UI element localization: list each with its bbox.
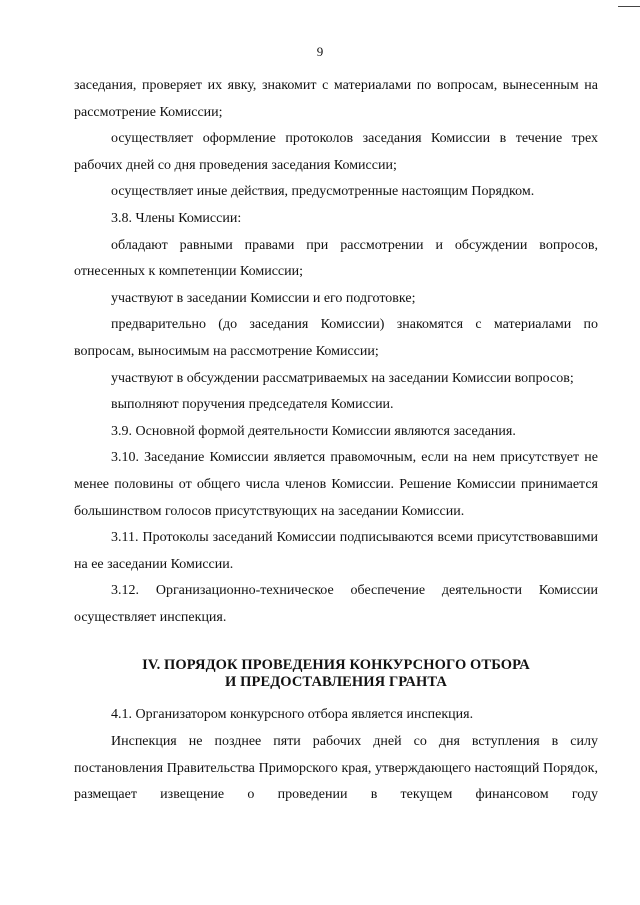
paragraph: 4.1. Организатором конкурсного отбора является инспекция. (111, 707, 474, 723)
section-heading-line-1: IV. ПОРЯДОК ПРОВЕДЕНИЯ КОНКУРСНОГО ОТБОРА (142, 657, 530, 674)
paragraph: осуществляет иные действия, предусмотренные настоящим Порядком. (111, 184, 535, 200)
page-edge-mark (618, 6, 640, 7)
paragraph: 3.8. Члены Комиссии: (111, 210, 242, 226)
section-heading-line-2: И ПРЕДОСТАВЛЕНИЯ ГРАНТА (225, 674, 447, 691)
paragraph: 3.12. Организационно-техническое обеспечение деятельности Комиссии осуществляет инспекция. (74, 583, 598, 625)
paragraph: выполняют поручения председателя Комиссии. (111, 397, 394, 413)
paragraph: Инспекция не позднее пяти рабочих дней со дня вступления в силу постановления Правительства Приморского края, утверждающего настоящий Порядок, размещает извещение о проведении в текущем финансовом году (74, 734, 598, 803)
paragraphs-after-heading (74, 702, 598, 808)
paragraph: заседания, проверяет их явку, знакомит с материалами по вопросам, вынесенным на рассмотрение Комиссии; (74, 78, 598, 120)
document-body (74, 73, 598, 809)
paragraph: участвуют в обсуждении рассматриваемых на заседании Комиссии вопросов; (111, 370, 574, 386)
paragraph: 3.11. Протоколы заседаний Комиссии подписываются всеми присутствовавшими на ее заседании Комиссии. (74, 530, 598, 572)
paragraph: участвуют в заседании Комиссии и его подготовке; (111, 290, 416, 306)
paragraphs-before-heading (74, 73, 598, 631)
paragraph: 3.10. Заседание Комиссии является правомочным, если на нем присутствует не менее половины от общего числа членов Комиссии. Решение Комиссии принимается большинством голосов присутствующих на заседании Комиссии. (74, 450, 598, 519)
paragraph: предварительно (до заседания Комиссии) знакомятся с материалами по вопросам, выносимым на рассмотрение Комиссии; (74, 317, 598, 359)
paragraph: 3.9. Основной формой деятельности Комиссии являются заседания. (111, 423, 516, 439)
page-number: 9 (316, 44, 324, 59)
paragraph: осуществляет оформление протоколов заседания Комиссии в течение трех рабочих дней со дня проведения заседания Комиссии; (74, 131, 598, 173)
paragraph: обладают равными правами при рассмотрении и обсуждении вопросов, отнесенных к компетенции Комиссии; (74, 237, 598, 280)
section-heading (74, 657, 598, 691)
